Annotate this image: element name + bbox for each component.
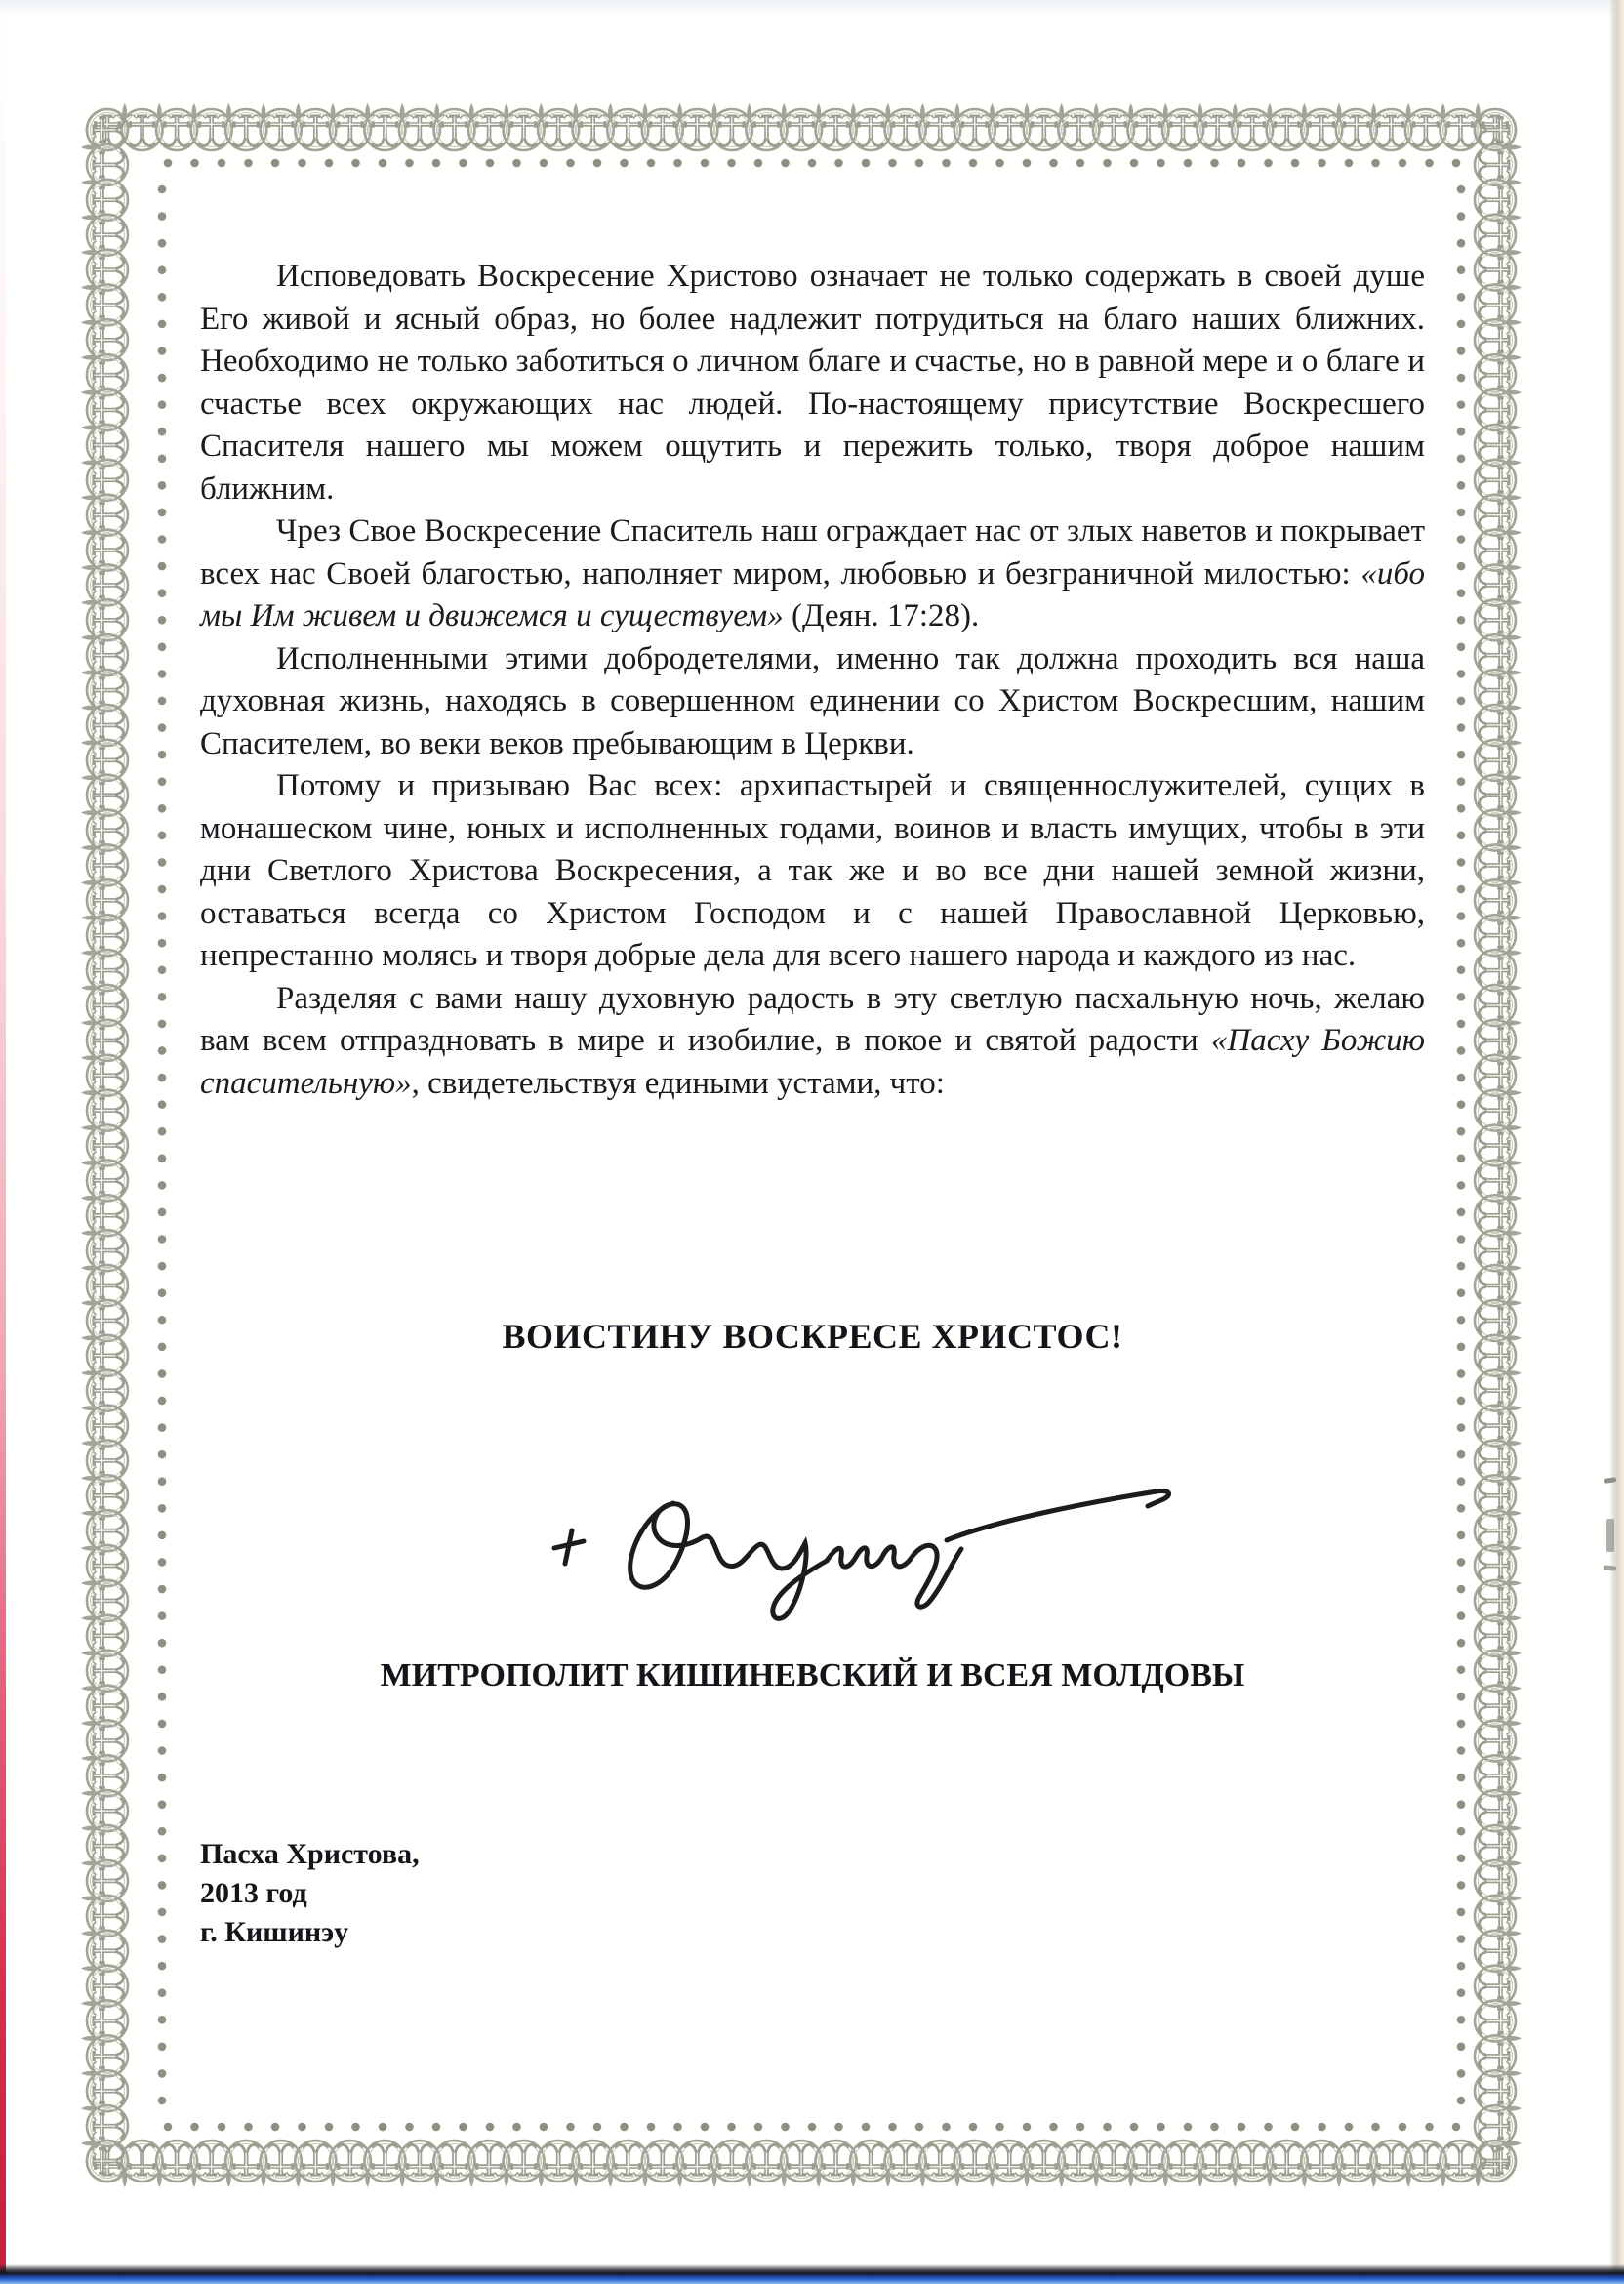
scan-scratch-mark bbox=[1606, 1519, 1614, 1552]
dateline-line-3: г. Кишинэу bbox=[200, 1916, 349, 1948]
paragraph: Разделяя с вами нашу духовную радость в эту светлую пасхальную ночь, желаю вам всем отпраздновать в мире и изобилие, в покое и святой радости «Пасху Божию спасительную», свидетельствуя едиными устами, что: bbox=[200, 980, 1425, 1101]
paragraph: Потому и призываю Вас всех: архипастырей и священнослужителей, сущих в монашеском чине, юных и исполненных годами, воинов и власть имущих, чтобы в эти дни Светлого Христова Воскресения, а так же и во все дни нашей земной жизни, оставаться всегда со Христом Господом и с нашей Православной Церковью, непрестанно молясь и творя добрые дела для всего нашего народа и каждого из нас. bbox=[200, 768, 1425, 973]
paragraph: Чрез Свое Воскресение Спаситель наш ограждает нас от злых наветов и покрывает всех нас Своей благостью, наполняет миром, любовью и безграничной милостью: «ибо мы Им живем и движемся и существуем» (Деян. 17:28). bbox=[200, 513, 1425, 633]
scan-bottom-blue-edge bbox=[0, 2264, 1624, 2284]
signatory-title: МИТРОПОЛИТ КИШИНЕВСКИЙ И ВСЕЯ МОЛДОВЫ bbox=[380, 1657, 1245, 1693]
dateline-block bbox=[200, 1835, 420, 1952]
signature-vladimir bbox=[517, 1443, 1200, 1638]
scan-top-edge-shadow bbox=[0, 0, 1624, 16]
proclamation-heading: ВОИСТИНУ ВОСКРЕСЕ ХРИСТОС! bbox=[502, 1317, 1123, 1356]
scan-left-red-edge bbox=[0, 0, 6, 2284]
scan-right-paper-edge bbox=[1609, 0, 1624, 2284]
paragraph: Исповедовать Воскресение Христово означает не только содержать в своей душе Его живой и ясный образ, но более надлежит потрудиться на благо наших ближних. Необходимо не только заботиться о личном благе и счастье, но в равной мере и о благе и счастье всех окружающих нас людей. По-настоящему присутствие Воскресшего Спасителя нашего мы можем ощутить и пережить только, творя доброе нашим ближним. bbox=[200, 259, 1425, 507]
dateline-line-1: Пасха Христова, bbox=[200, 1838, 420, 1870]
scan-scratch-mark bbox=[1604, 1565, 1616, 1570]
paragraph: Исполненными этими добродетелями, именно так должна проходить вся наша духовная жизнь, находясь в совершенном единении со Христом Воскресшим, нашим Спасителем, во веки веков пребывающим в Церкви. bbox=[200, 640, 1425, 761]
letter-body bbox=[200, 256, 1425, 1105]
dateline-line-2: 2013 год bbox=[200, 1877, 307, 1909]
